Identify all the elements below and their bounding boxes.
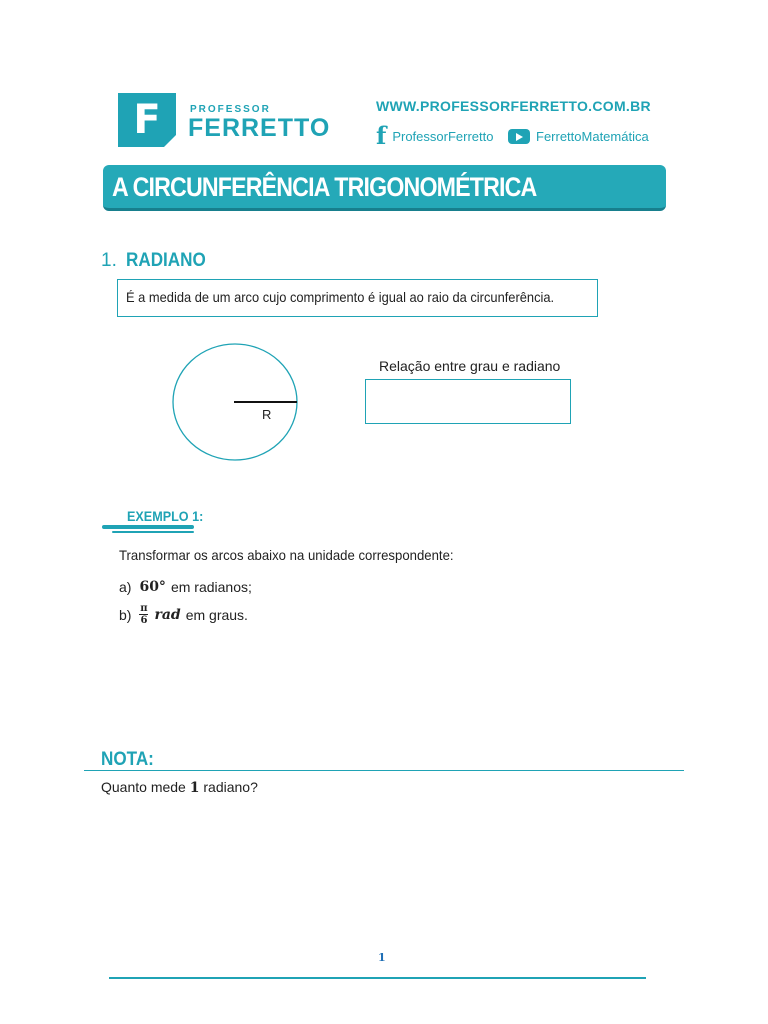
item-label: a) [119, 579, 132, 595]
youtube-link[interactable] [508, 124, 649, 148]
youtube-channel: FerrettoMatemática [536, 128, 649, 144]
nota-text-after: radiano? [203, 779, 258, 795]
pi-over-six-fraction [139, 603, 148, 626]
logo-ferretto-text: FERRETTO [188, 114, 331, 142]
relation-answer-box [365, 379, 571, 424]
fraction-denominator: 6 [140, 615, 148, 626]
fraction-numerator: π [140, 603, 148, 614]
item-text: em graus. [185, 606, 248, 623]
facebook-icon: f [376, 121, 387, 150]
circle-diagram [168, 340, 302, 464]
facebook-link[interactable] [376, 121, 494, 150]
page-number: 1 [378, 951, 386, 964]
facebook-handle: ProfessorFerretto [392, 128, 494, 144]
youtube-icon [508, 129, 530, 144]
example-item-a [119, 579, 252, 595]
example-item-b [119, 603, 248, 626]
radius-label: R [262, 407, 272, 422]
logo-mark: F [118, 93, 176, 147]
nota-question [101, 779, 258, 796]
page-title: A CIRCUNFERÊNCIA TRIGONOMÉTRICA [112, 172, 537, 202]
example-instruction: Transformar os arcos abaixo na unidade correspondente: [119, 547, 454, 563]
example-title: EXEMPLO 1: [127, 508, 204, 524]
example-underline [102, 525, 194, 529]
logo-professor-text: PROFESSOR [190, 104, 271, 115]
nota-value: 1 [189, 780, 200, 796]
section-number: 1. [101, 250, 117, 271]
definition-text: É a medida de um arco cujo comprimento é igual ao raio da circunferência. [126, 289, 555, 305]
item-math: rad [154, 606, 181, 623]
item-math: 60° [139, 579, 166, 595]
footer-divider [109, 977, 646, 979]
relation-label: Relação entre grau e radiano [379, 358, 561, 374]
item-label: b) [119, 606, 132, 623]
nota-title: NOTA: [101, 749, 154, 770]
item-text: em radianos; [170, 579, 252, 595]
website-link[interactable]: WWW.PROFESSORFERRETTO.COM.BR [376, 98, 651, 114]
section-title: RADIANO [126, 250, 206, 271]
nota-text-before: Quanto mede [101, 779, 186, 795]
nota-divider [84, 770, 684, 771]
example-underline-thin [112, 531, 194, 533]
